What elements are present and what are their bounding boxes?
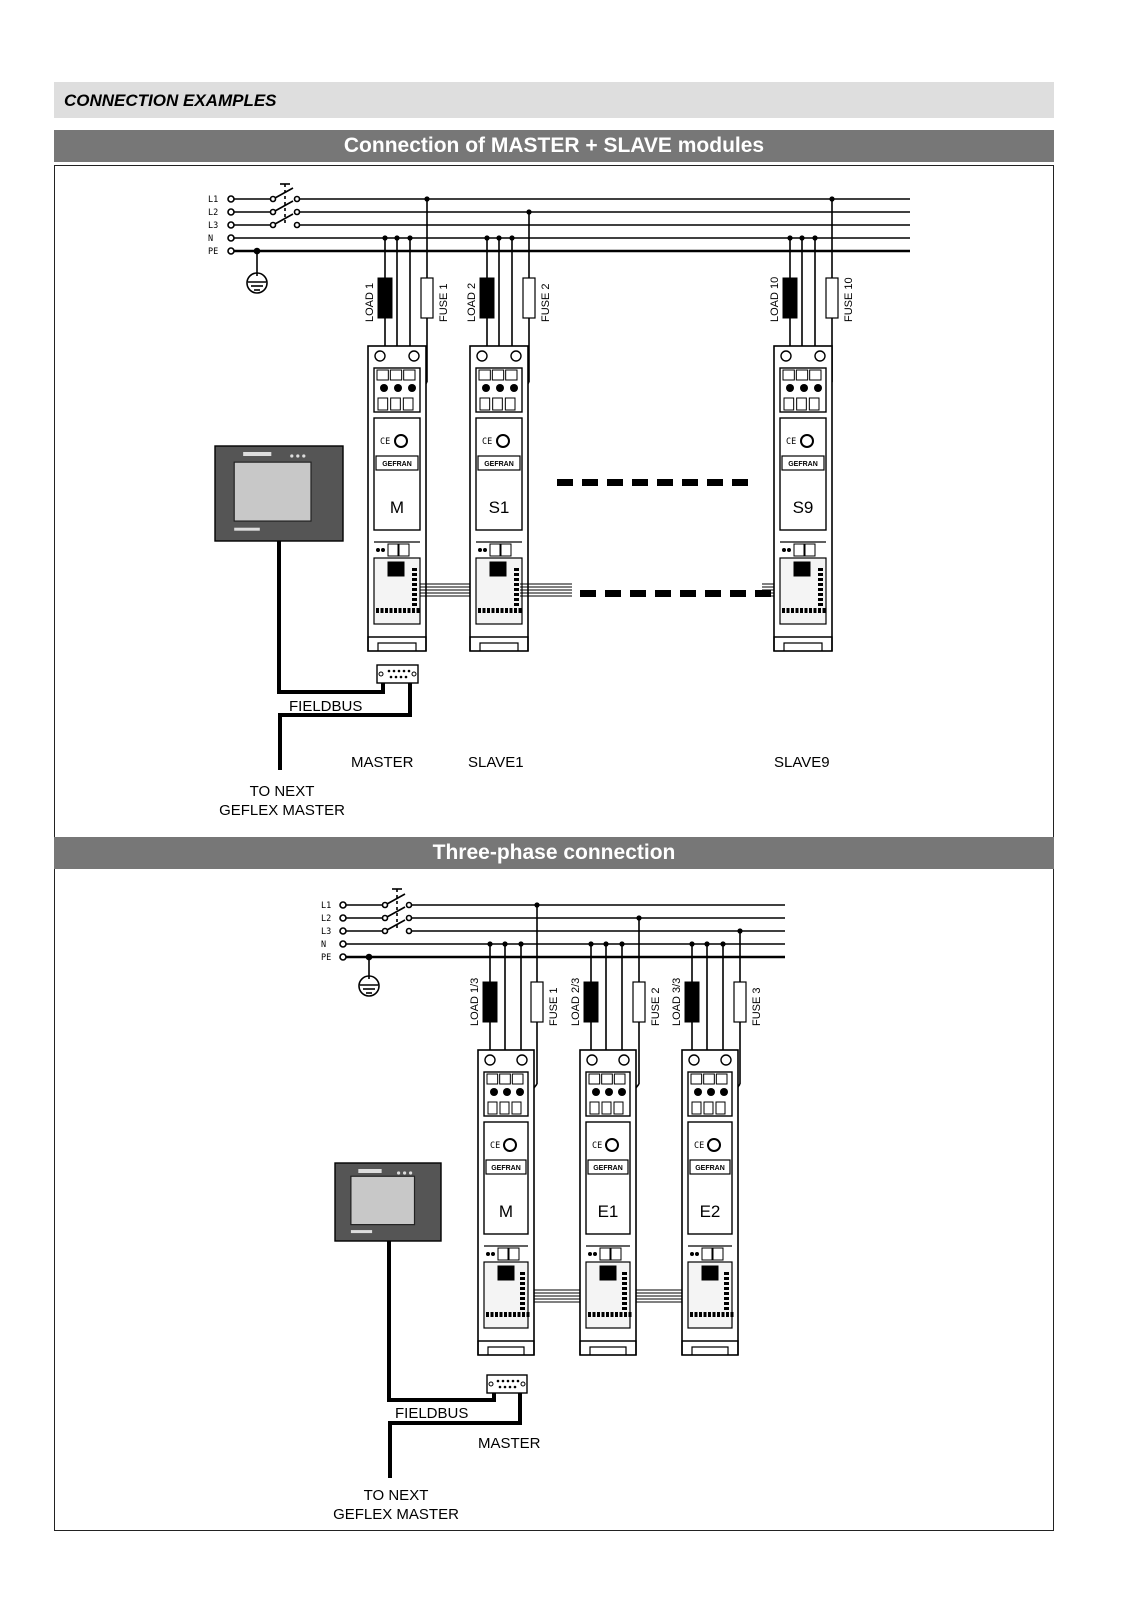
- fuse-1: [421, 278, 450, 322]
- line-label-l3: L3: [321, 927, 332, 937]
- section2-terminals: [340, 902, 346, 960]
- junction-dot: [603, 941, 608, 946]
- junction-dot: [704, 941, 709, 946]
- junction-dot: [619, 941, 624, 946]
- line-label-l1: L1: [321, 901, 332, 911]
- section1-terminals: [228, 196, 234, 254]
- section2-diagram: [321, 889, 785, 996]
- brand-logo: GEFRAN: [695, 1165, 725, 1172]
- section2-main-switch: [346, 889, 412, 934]
- brand-logo: GEFRAN: [593, 1165, 623, 1172]
- junction-dot: [829, 196, 834, 201]
- section1-main-switch: [234, 184, 300, 228]
- junction-dot: [526, 209, 531, 214]
- line-label-l2: L2: [208, 208, 219, 218]
- fuse-10: [826, 277, 855, 322]
- next-master-line2: GEFLEX MASTER: [333, 1506, 459, 1523]
- fuse-2: [523, 278, 552, 322]
- module-m: [368, 346, 426, 651]
- section1-line-labels: [208, 195, 218, 257]
- line-label-n: N: [208, 234, 214, 244]
- junction-dot: [636, 915, 641, 920]
- junction-dot: [588, 941, 593, 946]
- junction-dot: [509, 235, 514, 240]
- master-caption: MASTER: [478, 1435, 541, 1452]
- module-s9: [774, 346, 832, 651]
- junction-dot: [502, 941, 507, 946]
- line-label-l3: L3: [208, 221, 219, 231]
- load-label: LOAD 2/3: [570, 977, 582, 1026]
- section2-title: Three-phase connection: [432, 841, 676, 864]
- fieldbus-label: FIELDBUS: [289, 698, 363, 715]
- junction-dot: [799, 235, 804, 240]
- module-letter: E1: [597, 1202, 619, 1221]
- module-m: [478, 1050, 534, 1355]
- load-label: LOAD 2: [466, 282, 478, 322]
- panel-screen: [234, 462, 311, 521]
- junction-dot: [382, 235, 387, 240]
- fuse-2: [633, 982, 662, 1026]
- section2-ground-icon: [359, 955, 379, 997]
- junction-dot: [487, 941, 492, 946]
- line-label-pe: PE: [321, 953, 332, 963]
- load-1-3: [469, 978, 497, 1026]
- fuse-1: [531, 982, 560, 1026]
- module-e2: [682, 1050, 738, 1355]
- junction-dot: [812, 235, 817, 240]
- fuse-label: FUSE 10: [843, 277, 855, 322]
- ce-mark: CE: [694, 1141, 705, 1151]
- ce-mark: CE: [786, 437, 797, 447]
- brand-logo: GEFRAN: [491, 1165, 521, 1172]
- fieldbus-label: FIELDBUS: [395, 1405, 469, 1422]
- ce-mark: CE: [380, 437, 391, 447]
- line-label-pe: PE: [208, 247, 219, 257]
- section1-bus-lines: [234, 199, 910, 251]
- fuse-label: FUSE 1: [548, 987, 560, 1026]
- module-letter: S9: [792, 498, 814, 517]
- ce-mark: CE: [490, 1141, 501, 1151]
- line-label-l1: L1: [208, 195, 219, 205]
- module-letter: M: [389, 498, 405, 517]
- fieldbus-connector-icon: [487, 1375, 527, 1393]
- section2-line-labels: [321, 901, 331, 963]
- panel-screen: [351, 1176, 415, 1224]
- load-label: LOAD 1: [364, 282, 376, 322]
- junction-dot: [737, 928, 742, 933]
- fuse-label: FUSE 3: [751, 987, 763, 1026]
- brand-logo: GEFRAN: [382, 461, 412, 468]
- line-label-n: N: [321, 940, 327, 950]
- ce-mark: CE: [482, 437, 493, 447]
- module-letter: S1: [488, 498, 510, 517]
- slave1-caption: SLAVE1: [468, 754, 524, 771]
- continuation-dashes: [557, 479, 771, 597]
- junction-dot: [689, 941, 694, 946]
- operator-panel: [335, 1163, 441, 1241]
- master-caption: MASTER: [351, 754, 414, 771]
- brand-logo: GEFRAN: [788, 461, 818, 468]
- next-master-line1: TO NEXT: [249, 783, 315, 800]
- load-3-3: [671, 978, 699, 1026]
- junction-dot: [518, 941, 523, 946]
- load-label: LOAD 3/3: [671, 977, 683, 1026]
- module-s1: [470, 346, 528, 651]
- load-10: [769, 277, 797, 322]
- load-label: LOAD 1/3: [469, 977, 481, 1026]
- line-label-l2: L2: [321, 914, 332, 924]
- next-master-line2: GEFLEX MASTER: [219, 802, 345, 819]
- load-2-3: [570, 978, 598, 1026]
- junction-dot: [394, 235, 399, 240]
- fuse-label: FUSE 1: [438, 283, 450, 322]
- brand-logo: GEFRAN: [484, 461, 514, 468]
- section1-title: Connection of MASTER + SLAVE modules: [343, 134, 765, 157]
- module-letter: E2: [699, 1202, 721, 1221]
- junction-dot: [407, 235, 412, 240]
- section1-ground-icon: [247, 249, 267, 294]
- next-master-line1: TO NEXT: [363, 1487, 429, 1504]
- fieldbus-connector-icon: [377, 665, 418, 683]
- ce-mark: CE: [592, 1141, 603, 1151]
- junction-dot: [720, 941, 725, 946]
- section-header-title: CONNECTION EXAMPLES: [64, 91, 277, 110]
- junction-dot: [424, 196, 429, 201]
- fuse-label: FUSE 2: [650, 987, 662, 1026]
- fuse-3: [734, 982, 763, 1026]
- operator-panel: [215, 446, 343, 541]
- load-label: LOAD 10: [769, 276, 781, 322]
- module-letter: M: [498, 1202, 514, 1221]
- fuse-label: FUSE 2: [540, 283, 552, 322]
- slave9-caption: SLAVE9: [774, 754, 830, 771]
- junction-dot: [534, 902, 539, 907]
- load-2: [466, 278, 494, 322]
- junction-dot: [484, 235, 489, 240]
- junction-dot: [787, 235, 792, 240]
- module-e1: [580, 1050, 636, 1355]
- section-modules: [215, 196, 855, 1523]
- section1-diagram: [208, 184, 910, 293]
- junction-dot: [496, 235, 501, 240]
- load-1: [364, 278, 392, 322]
